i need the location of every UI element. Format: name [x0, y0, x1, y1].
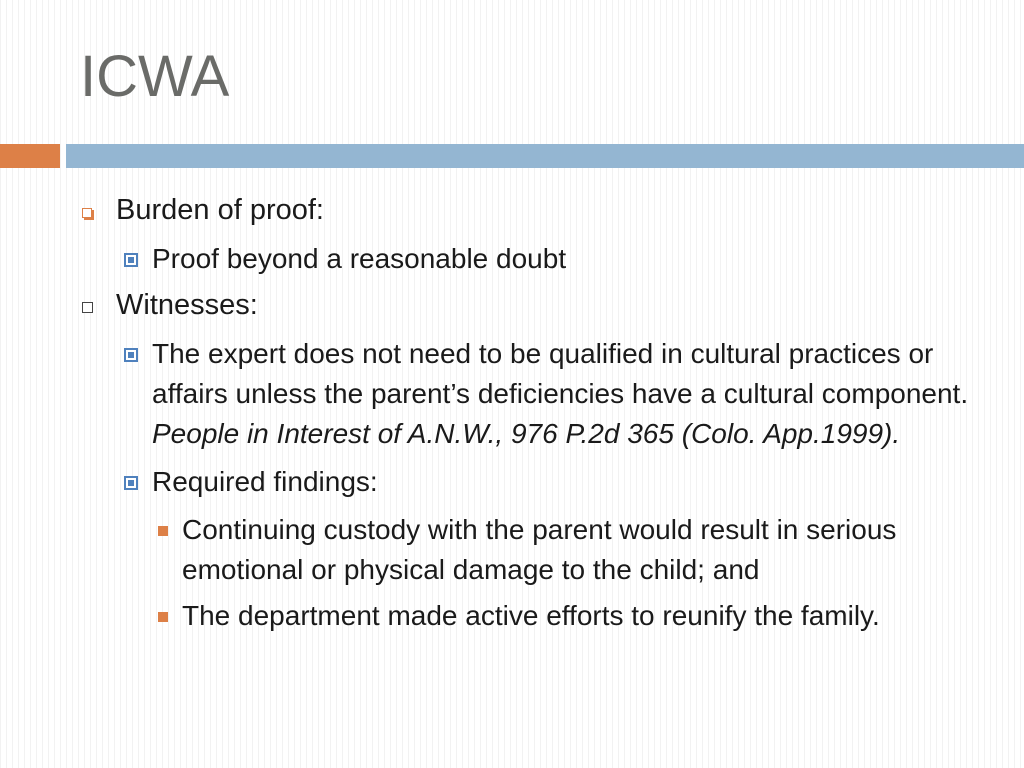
- square-bullet-icon: [82, 208, 92, 218]
- accent-bar-blue: [66, 144, 1024, 168]
- bullet-text: Continuing custody with the parent would result in serious emotional or physical damage to the child; and: [182, 514, 897, 585]
- bullet-text: Witnesses:: [116, 289, 258, 321]
- bullet-text: Required findings:: [152, 466, 378, 497]
- sub-bullet-required-findings: [80, 462, 980, 502]
- slide-title: ICWA: [80, 44, 230, 109]
- slide-content: [80, 188, 980, 642]
- finding-1: [80, 510, 980, 590]
- finding-2: [80, 596, 980, 636]
- sub-bullet-proof-standard: [80, 239, 980, 279]
- sub-bullet-expert: [80, 334, 980, 454]
- bullet-text: The department made active efforts to reunify the family.: [182, 600, 880, 631]
- case-citation: People in Interest of A.N.W., 976 P.2d 365 (Colo. App.1999).: [152, 418, 901, 449]
- square-bullet-icon: [124, 348, 138, 362]
- square-bullet-icon: [158, 612, 168, 622]
- square-bullet-icon: [124, 253, 138, 267]
- bullet-text: Proof beyond a reasonable doubt: [152, 243, 567, 274]
- bullet-text: The expert does not need to be qualified in cultural practices or affairs unless the parent’s deficiencies have a cultural component.: [152, 338, 969, 409]
- bullet-text: Burden of proof:: [116, 194, 324, 226]
- square-bullet-icon: [158, 526, 168, 536]
- bullet-witnesses: [80, 287, 980, 324]
- bullet-burden-of-proof: [80, 192, 980, 229]
- accent-bar-orange: [0, 144, 60, 168]
- square-bullet-icon: [124, 476, 138, 490]
- square-bullet-icon: [82, 302, 93, 313]
